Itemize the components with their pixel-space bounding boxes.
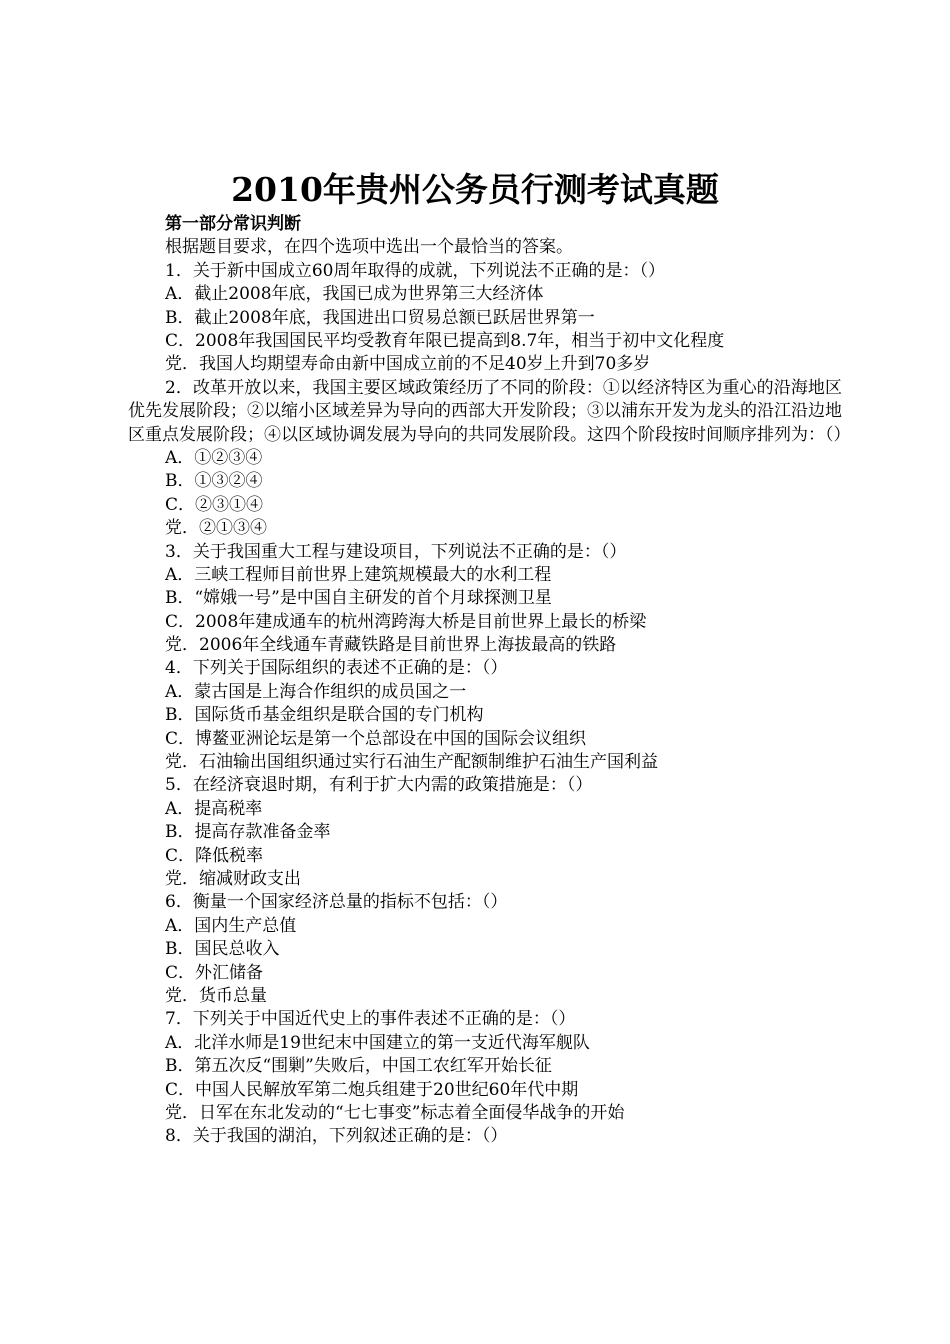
question-5-option-d: 党．缩减财政支出	[165, 868, 301, 889]
question-1-option-b: B．截止2008年底，我国进出口贸易总额已跃居世界第一	[165, 307, 595, 328]
question-6-option-a: A．国内生产总值	[165, 915, 297, 936]
question-3-option-b: B．“嫦娥一号”是中国自主研发的首个月球探测卫星	[165, 588, 552, 609]
question-2-option-a: A．①②③④	[165, 447, 263, 468]
question-7-option-c: C．中国人民解放军第二炮兵组建于20世纪60年代中期	[165, 1079, 579, 1100]
question-4-option-a: A．蒙古国是上海合作组织的成员国之一	[165, 681, 467, 702]
question-7-option-a: A．北洋水师是19世纪末中国建立的第一支近代海军舰队	[165, 1032, 590, 1053]
question-7-stem: 7．下列关于中国近代史上的事件表述不正确的是：（）	[165, 1009, 576, 1030]
section-heading: 第一部分常识判断	[165, 214, 301, 234]
question-2-option-c: C．②③①④	[165, 494, 264, 515]
question-1-option-d: 党．我国人均期望寿命由新中国成立前的不足40岁上升到70多岁	[165, 354, 651, 375]
question-4-stem: 4．下列关于国际组织的表述不正确的是：（）	[165, 658, 508, 679]
question-3-option-a: A．三峡工程师目前世界上建筑规模最大的水利工程	[165, 564, 552, 585]
question-6-option-c: C．外汇储备	[165, 962, 264, 983]
question-1-stem: 1．关于新中国成立60周年取得的成就，下列说法不正确的是：（）	[165, 260, 665, 281]
question-5-option-b: B．提高存款准备金率	[165, 822, 331, 843]
question-2-option-b: B．①③②④	[165, 471, 263, 492]
question-5-option-a: A．提高税率	[165, 798, 263, 819]
question-8-stem: 8．关于我国的湖泊，下列叙述正确的是：（）	[165, 1126, 508, 1147]
question-5-option-c: C．降低税率	[165, 845, 264, 866]
question-2-option-d: 党．②①③④	[165, 518, 267, 539]
question-6-stem: 6．衡量一个国家经济总量的指标不包括：（）	[165, 892, 508, 913]
question-4-option-d: 党．石油输出国组织通过实行石油生产配额制维护石油生产国利益	[165, 752, 658, 773]
question-3-stem: 3．关于我国重大工程与建设项目，下列说法不正确的是：（）	[165, 541, 627, 562]
question-7-option-d: 党．日军在东北发动的“七七事变”标志着全面侵华战争的开始	[165, 1102, 625, 1123]
question-2-stem: 2．改革开放以来，我国主要区域政策经历了不同的阶段：①以经济特区为重心的沿海地区优先发展阶段；②以缩小区域差异为导向的西部大开发阶段；③以浦东开发为龙头的沿江沿边地区重点发展阶段；④以区域协调发展为导向的共同发展阶段。这四个阶段按时间顺序排列为：（）	[128, 377, 851, 445]
question-3-option-d: 党．2006年全线通车青藏铁路是目前世界上海拔最高的铁路	[165, 635, 617, 656]
instruction-text: 根据题目要求，在四个选项中选出一个最恰当的答案。	[165, 237, 573, 258]
question-4-option-c: C．博鳌亚洲论坛是第一个总部设在中国的国际会议组织	[165, 728, 587, 749]
question-1-option-c: C．2008年我国国民平均受教育年限已提高到8.7年，相当于初中文化程度	[165, 330, 725, 351]
question-3-option-c: C．2008年建成通车的杭州湾跨海大桥是目前世界上最长的桥梁	[165, 611, 647, 632]
question-6-option-d: 党．货币总量	[165, 985, 267, 1006]
question-5-stem: 5．在经济衰退时期，有利于扩大内需的政策措施是：（）	[165, 775, 593, 796]
document-body	[128, 213, 851, 1149]
document-title: 2010年贵州公务员行测考试真题	[231, 170, 719, 209]
question-6-option-b: B．国民总收入	[165, 939, 280, 960]
question-1-option-a: A．截止2008年底，我国已成为世界第三大经济体	[165, 284, 544, 305]
question-4-option-b: B．国际货币基金组织是联合国的专门机构	[165, 705, 484, 726]
question-7-option-b: B．第五次反“围剿”失败后，中国工农红军开始长征	[165, 1056, 552, 1077]
